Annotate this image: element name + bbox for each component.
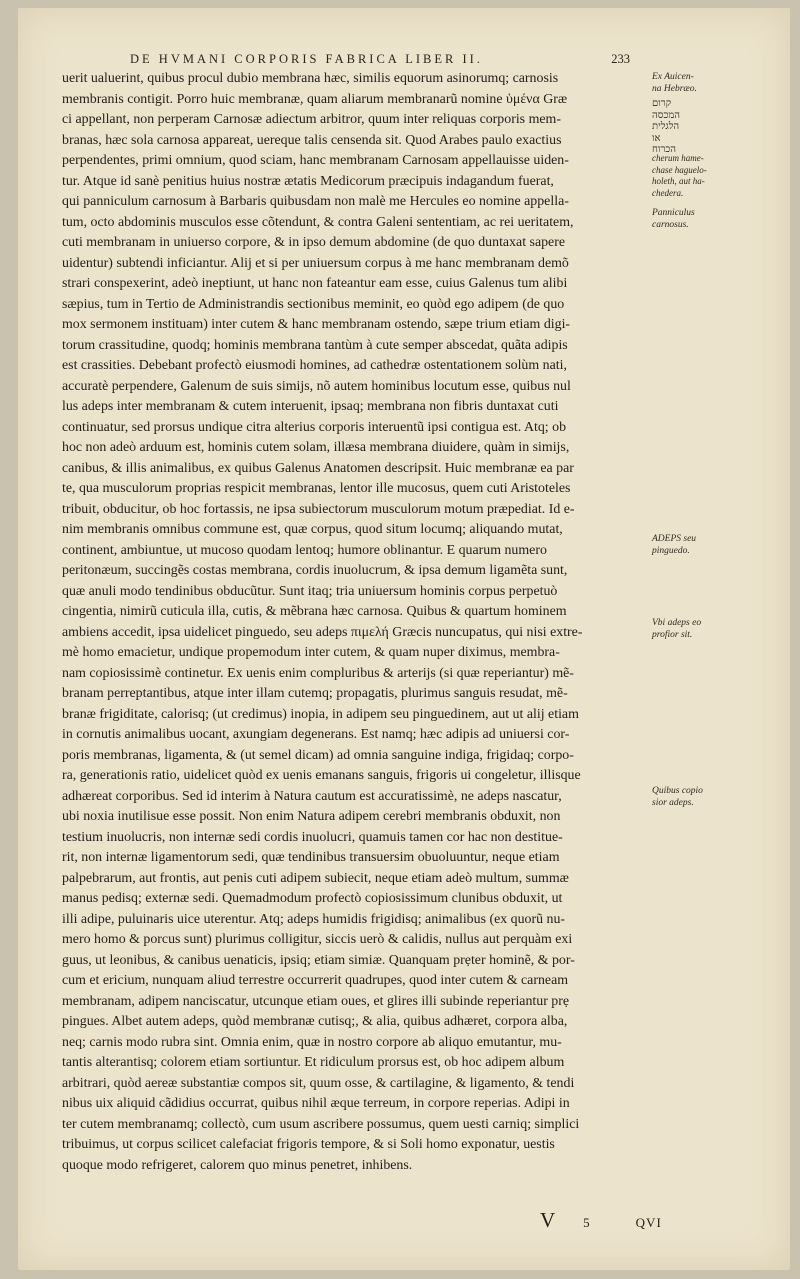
marginal-note-text: Vbi adeps eo profior sit.: [652, 618, 702, 640]
text-line: perpendentes, primi omnium, quod sciam, hanc membranam Carnosam appellauisse uiden-: [62, 153, 569, 168]
running-header: [130, 52, 630, 67]
text-line: nim membranis omnibus commune est, quæ corpus, quod situm locumq; aliquando mutat,: [62, 522, 563, 537]
marginal-note-text: Ex Auicen- na Hebræo.: [652, 72, 697, 94]
text-line: illi adipe, puluinaris uice uterentur. Atq; adeps humidis frigidisq; animalibus (ex quorũ nu-: [62, 911, 566, 927]
text-line: cingentia, nimirũ cuticula illa, cutis, & mẽbrana hæc carnosa. Quibus & quartum hominem: [62, 604, 567, 619]
text-line: ter cutem membranamq; collectò, cum usum ascribere possumus, quem uesti carniq; simplici: [62, 1116, 580, 1132]
marginal-note-ex-auicenna: [652, 72, 732, 95]
text-line: ambiens accedit, ipsa uidelicet pinguedo, seu adeps πιμελή Græcis nuncupatus, qui nisi extre-: [62, 624, 583, 640]
text-line: nam copiosissimè continetur. Ex uenis enim compluribus & arterijs (si quæ reperiantur) mẽ-: [62, 665, 574, 681]
text-line: torum crassitudine, quodq; hominis membrana tantùm à cute semper abscedat, quãta adipis: [62, 337, 568, 353]
text-line: tantis alterantisq; colorem etiam sortiuntur. Et ridiculum prorsus est, ob hoc adipem album: [62, 1055, 565, 1070]
text-line: sæpius, tum in Tertio de Administrandis sectionibus meminit, eo quòd ego adipem (de quo: [62, 296, 565, 312]
text-line: rit, non internæ ligamentorum sedi, quæ tendinibus transuersim obuoluuntur, neque etiam: [62, 850, 560, 865]
text-line: tribuimus, ut corpus scilicet calefaciat frigoris tempore, & si Soli homo exponatur, uestis: [62, 1137, 555, 1152]
marginal-note-hebrew: [652, 98, 732, 156]
text-line: te, qua musculorum proprias respicit membranas, lentor ille mucosus, quem cuti Aristoteles: [62, 481, 571, 496]
marginal-note-text: Panniculus carnosus.: [652, 208, 695, 230]
text-line: branas, hæc sola carnosa appareat, uereque talis censenda sit. Quod Arabes paulo exactius: [62, 132, 562, 148]
text-line: neq; carnis modo rubra sint. Omnia enim, quæ in nostro corpore ab aliquo emutantur, mu-: [62, 1034, 562, 1050]
marginal-note-adeps: [652, 534, 732, 557]
marginal-note-text: ADEPS seu pinguedo.: [652, 534, 697, 556]
text-line: guus, ut leonibus, & canibus uenaticis, ipsiq; etiam simiæ. Quanquam prẹter hominẽ, & por-: [62, 952, 575, 968]
text-line: qui panniculum carnosum à Barbaris quibusdam non malè me Hercules eo nomine appella-: [62, 194, 569, 209]
text-line: ci appellant, non perperam Carnosæ adiectum arbitror, quum inter reliquas corporis mem-: [62, 112, 561, 127]
text-line: uidentur) subtendi inficiantur. Alij et si per uniuersum corpus à me hanc membranam demõ: [62, 255, 569, 271]
text-line: poris membranas, ligamenta, & (ut semel dicam) ad omnia sanguine indiga, frigidaq; corpo-: [62, 747, 574, 763]
text-line: membranam, adipem nanciscatur, utcunque etiam oues, et glires illi subinde reperiantur prẹ: [62, 993, 570, 1009]
text-line: tribuit, obducitur, ob hoc fortassis, ne ipsa subiectorum musculorum motum præpediat. Id e-: [62, 501, 575, 517]
text-line: in cornutis animalibus uocant, axungiam degenerans. Est namq; hæc adipis ad uniuersi cor-: [62, 727, 570, 742]
marginal-note-panniculus: [652, 208, 732, 231]
text-line: mero homo & porcus sunt) plurimus colligitur, siccis uerò & calidis, nullus aut perquàm exi: [62, 932, 573, 947]
signature-mark: V: [540, 1208, 556, 1232]
signature-number: 5: [583, 1215, 590, 1230]
text-line: hoc non adeò arduum est, hominis cutem solam, illæsa membrana diuidere, quàm in simijs,: [62, 440, 570, 455]
text-line: manus pedisq; externæ sedi. Quemadmodum profectò copiosissimum clunibus obduxit, ut: [62, 891, 563, 906]
text-line: pingues. Albet autem adeps, quòd membranæ cutisq;, & alia, quibus adhæret, corpora alba,: [62, 1014, 568, 1029]
text-line: uerit ualuerint, quibus procul dubio membrana hæc, similis equorum asinorumq; carnosis: [62, 71, 559, 86]
text-line: tum, octo abdominis musculos esse cõtendunt, & contra Galeni sententiam, ac rei ueritatem,: [62, 214, 574, 230]
text-line: accuratè perpendere, Galenum de suis simijs, nõ autem hominibus locutum esse, quibus nul: [62, 378, 571, 394]
text-line: cum et ericium, nunquam aliud terrestre occurrerit quadrupes, quod inter cutem & carneam: [62, 973, 569, 988]
text-line: membranis contigit. Porro huic membranæ, quam aliarum membranarũ nomine ὑμένα Græ: [62, 91, 568, 107]
text-line: branam perreptantibus, atque inter illam cutemq; propagatis, plurimus sanguis resudat, mẽ-: [62, 686, 568, 701]
marginal-note-text: Quibus copio sior adeps.: [652, 786, 703, 808]
text-line: testium inuolucris, non internæ sedi cordis inuolucri, quamuis tamen cor hac non destitue-: [62, 829, 563, 845]
text-line: ubi noxia inutilisue esse possit. Non enim Natura adipem cerebri membranis obduxit, non: [62, 809, 561, 824]
text-line: ra, generationis ratio, uidelicet quòd ex uenis emanans sanguis, frigoris ui congeletur, illisque: [62, 768, 581, 783]
marginal-note-text: cherum hame- chase haguelo- holeth, aut ha- chedera.: [652, 153, 707, 198]
text-line: quæ anuli modo tendinibus obducũtur. Sunt itaq; tria uniuersum hominis corpus perpetuò: [62, 583, 558, 599]
text-line: cuti membranam in uniuerso corpore, & in ipso demum abdomine (de quo duntaxat sapere: [62, 235, 566, 250]
main-text-block: [62, 69, 622, 1176]
text-line: continuatur, sed prorsus undique citra alterius corporis interuentũ ipsi contigua est. Atq; ob: [62, 419, 567, 435]
header-title: DE HVMANI CORPORIS FABRICA LIBER II.: [130, 52, 483, 66]
text-line: canibus, & illis animalibus, ex quibus Galenus Anatomen descripsit. Huic membranæ ea par: [62, 460, 574, 476]
catchword: QVI: [635, 1215, 662, 1230]
text-line: mox sermonem instituam) inter cutem & hanc membranam ostendo, sæpe trium etiam digi-: [62, 317, 571, 332]
marginal-note-cherum: [652, 153, 732, 199]
text-line: peritonæum, succingẽs costas membrana, cordis inuolucrum, & ipsa demum ligamẽta sunt,: [62, 563, 568, 578]
marginal-note-ubi-adeps: [652, 618, 732, 641]
text-line: strari conspexerint, adeò ineptiunt, ut hanc non fateantur eam esse, cuius Galenus tum alibi: [62, 276, 568, 291]
marginal-note-quibus-copio: [652, 786, 732, 809]
text-line: tur. Atque id sanè penitius huius nostræ ætatis Medicorum præcipuis indagandum fuerat,: [62, 173, 554, 189]
text-line: arbitrari, quòd aereæ substantiæ compos sit, quum osse, & cartilagine, & ligamento, & tendi: [62, 1075, 575, 1091]
text-line: est crassities. Debebant profectò eiusmodi homines, ad cathedræ ostentationem solùm nati,: [62, 358, 567, 373]
text-line: palpebrarum, aut frontis, aut penis cuti adipem subiecit, neque etiam adeò multum, summæ: [62, 870, 569, 886]
text-line: nibus uix aliquid cãdidius occurrat, quibus nihil æque terreum, in corpore reperias. Adipi in: [62, 1096, 570, 1111]
text-line: branæ frigiditate, calorisq; (ut credimus) inopia, in adipem seu pinguedinem, aut ut alij etiam: [62, 706, 579, 722]
marginal-note-text: קרום המכסה הלגלית או הכרוח: [652, 98, 681, 155]
text-line: quoque modo refrigeret, calorem quo minus penetret, inhibens.: [62, 1157, 413, 1173]
text-line: lus adeps inter membranam & cutem interuenit, ipsaq; membrana non fibris duntaxat cuti: [62, 399, 559, 414]
text-line: adhæreat corporibus. Sed id interim à Natura cautum est accuratissimè, ne adeps nascatur,: [62, 788, 562, 804]
page-footer: [540, 1208, 700, 1233]
text-line: continent, ambiuntue, ut mucoso quodam lentoq; humore oblinantur. E quarum numero: [62, 542, 547, 558]
page-number: 233: [611, 52, 630, 66]
text-line: mè homo emacietur, undique propemodum inter cutem, & quam nuper diximus, membra-: [62, 645, 560, 660]
